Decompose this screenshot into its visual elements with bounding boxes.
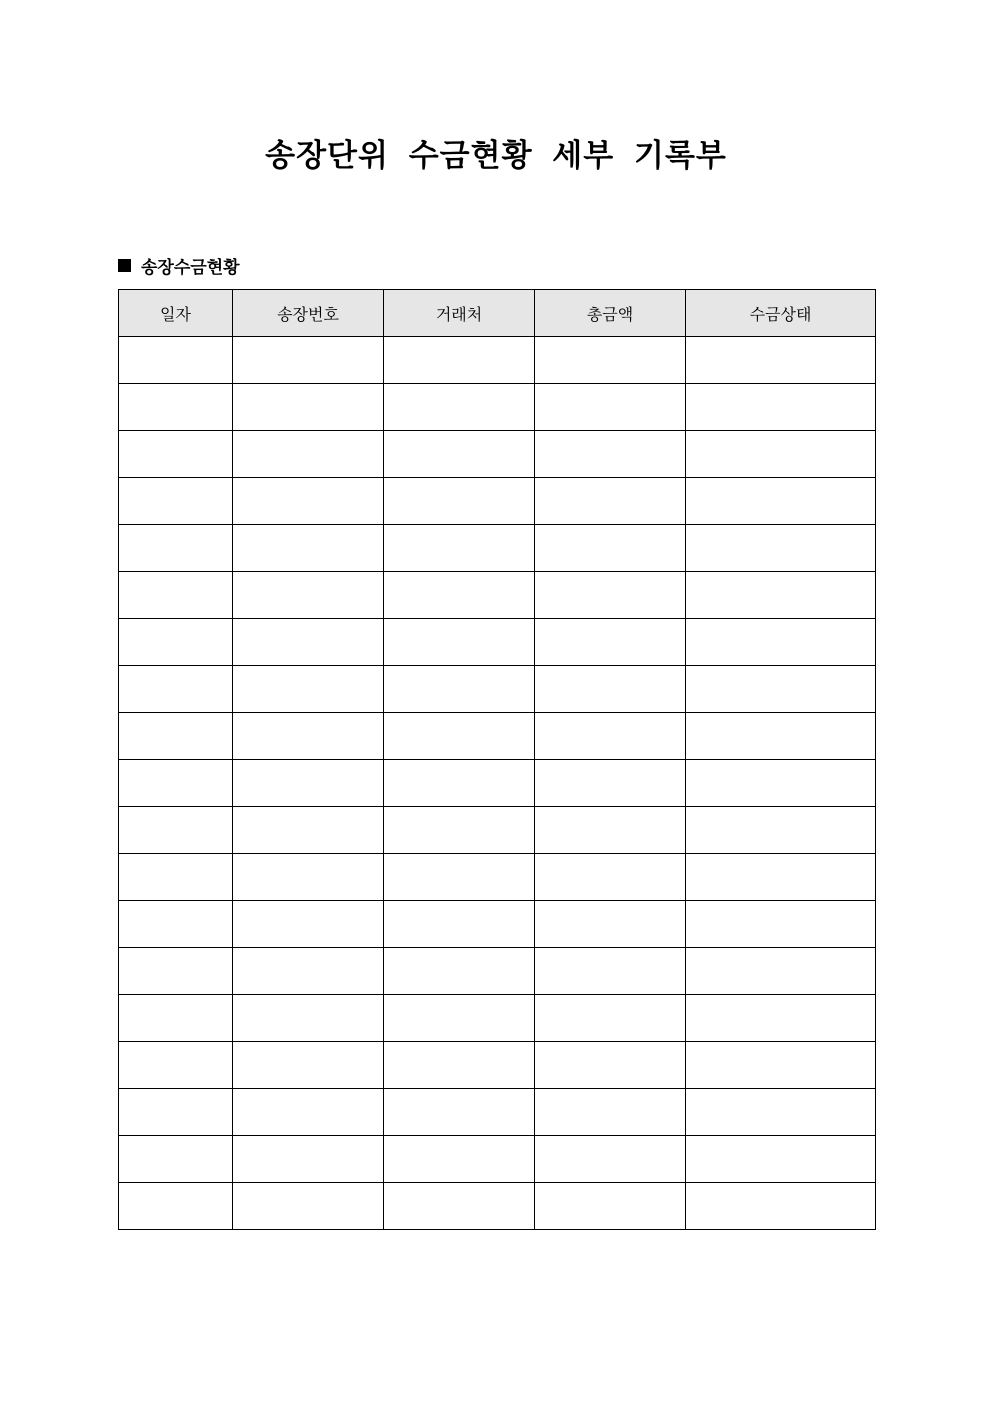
cell-total-amount[interactable]	[535, 1042, 686, 1089]
table-row	[119, 1183, 876, 1230]
cell-collection-status[interactable]	[686, 431, 876, 478]
cell-total-amount[interactable]	[535, 995, 686, 1042]
cell-collection-status[interactable]	[686, 760, 876, 807]
cell-client[interactable]	[384, 807, 535, 854]
cell-invoice-number[interactable]	[233, 760, 384, 807]
table-row	[119, 1136, 876, 1183]
cell-collection-status[interactable]	[686, 807, 876, 854]
collection-ledger-table	[118, 289, 876, 1230]
cell-collection-status[interactable]	[686, 478, 876, 525]
cell-total-amount[interactable]	[535, 1183, 686, 1230]
cell-date[interactable]	[119, 431, 233, 478]
cell-collection-status[interactable]	[686, 713, 876, 760]
column-header-total-amount: 총금액	[535, 290, 686, 337]
cell-invoice-number[interactable]	[233, 619, 384, 666]
cell-client[interactable]	[384, 948, 535, 995]
cell-date[interactable]	[119, 948, 233, 995]
cell-client[interactable]	[384, 1042, 535, 1089]
cell-date[interactable]	[119, 995, 233, 1042]
cell-date[interactable]	[119, 1089, 233, 1136]
cell-date[interactable]	[119, 384, 233, 431]
cell-date[interactable]	[119, 666, 233, 713]
cell-invoice-number[interactable]	[233, 666, 384, 713]
table-row	[119, 572, 876, 619]
cell-client[interactable]	[384, 1136, 535, 1183]
cell-total-amount[interactable]	[535, 572, 686, 619]
table-row	[119, 1042, 876, 1089]
cell-invoice-number[interactable]	[233, 1183, 384, 1230]
cell-collection-status[interactable]	[686, 619, 876, 666]
cell-client[interactable]	[384, 995, 535, 1042]
column-header-collection-status: 수금상태	[686, 290, 876, 337]
table-row	[119, 854, 876, 901]
table-row	[119, 1089, 876, 1136]
cell-invoice-number[interactable]	[233, 1042, 384, 1089]
cell-invoice-number[interactable]	[233, 854, 384, 901]
table-row	[119, 619, 876, 666]
cell-invoice-number[interactable]	[233, 572, 384, 619]
cell-collection-status[interactable]	[686, 666, 876, 713]
cell-invoice-number[interactable]	[233, 1089, 384, 1136]
cell-client[interactable]	[384, 384, 535, 431]
cell-date[interactable]	[119, 1136, 233, 1183]
cell-collection-status[interactable]	[686, 572, 876, 619]
cell-date[interactable]	[119, 901, 233, 948]
cell-client[interactable]	[384, 478, 535, 525]
cell-collection-status[interactable]	[686, 384, 876, 431]
table-header-row	[119, 290, 876, 337]
cell-invoice-number[interactable]	[233, 995, 384, 1042]
cell-client[interactable]	[384, 619, 535, 666]
table-row	[119, 901, 876, 948]
table-row	[119, 948, 876, 995]
table-row	[119, 666, 876, 713]
cell-invoice-number[interactable]	[233, 431, 384, 478]
cell-invoice-number[interactable]	[233, 713, 384, 760]
cell-date[interactable]	[119, 713, 233, 760]
cell-total-amount[interactable]	[535, 948, 686, 995]
cell-client[interactable]	[384, 854, 535, 901]
table-row	[119, 337, 876, 384]
table-row	[119, 995, 876, 1042]
cell-client[interactable]	[384, 713, 535, 760]
cell-collection-status[interactable]	[686, 995, 876, 1042]
cell-date[interactable]	[119, 760, 233, 807]
column-header-invoice-number: 송장번호	[233, 290, 384, 337]
cell-invoice-number[interactable]	[233, 337, 384, 384]
cell-total-amount[interactable]	[535, 431, 686, 478]
cell-total-amount[interactable]	[535, 1136, 686, 1183]
cell-total-amount[interactable]	[535, 901, 686, 948]
cell-client[interactable]	[384, 572, 535, 619]
cell-collection-status[interactable]	[686, 854, 876, 901]
cell-invoice-number[interactable]	[233, 948, 384, 995]
cell-date[interactable]	[119, 1183, 233, 1230]
cell-total-amount[interactable]	[535, 478, 686, 525]
cell-invoice-number[interactable]	[233, 525, 384, 572]
cell-invoice-number[interactable]	[233, 478, 384, 525]
cell-total-amount[interactable]	[535, 807, 686, 854]
cell-collection-status[interactable]	[686, 948, 876, 995]
table-row	[119, 760, 876, 807]
cell-collection-status[interactable]	[686, 1183, 876, 1230]
cell-client[interactable]	[384, 760, 535, 807]
cell-client[interactable]	[384, 431, 535, 478]
cell-client[interactable]	[384, 901, 535, 948]
document-title: 송장단위 수금현황 세부 기록부	[265, 138, 727, 174]
table-row	[119, 525, 876, 572]
cell-client[interactable]	[384, 1183, 535, 1230]
cell-collection-status[interactable]	[686, 901, 876, 948]
table-row	[119, 431, 876, 478]
cell-collection-status[interactable]	[686, 1136, 876, 1183]
cell-total-amount[interactable]	[535, 525, 686, 572]
cell-total-amount[interactable]	[535, 1089, 686, 1136]
cell-client[interactable]	[384, 337, 535, 384]
cell-total-amount[interactable]	[535, 666, 686, 713]
column-header-client: 거래처	[384, 290, 535, 337]
section-heading-label: 송장수금현황	[141, 257, 240, 278]
cell-invoice-number[interactable]	[233, 1136, 384, 1183]
black-square-icon	[118, 259, 131, 272]
column-header-date: 일자	[119, 290, 233, 337]
table-row	[119, 384, 876, 431]
cell-total-amount[interactable]	[535, 760, 686, 807]
cell-total-amount[interactable]	[535, 619, 686, 666]
cell-date[interactable]	[119, 572, 233, 619]
cell-total-amount[interactable]	[535, 713, 686, 760]
table-row	[119, 807, 876, 854]
section-heading	[118, 252, 240, 278]
cell-client[interactable]	[384, 1089, 535, 1136]
cell-client[interactable]	[384, 525, 535, 572]
cell-date[interactable]	[119, 619, 233, 666]
cell-date[interactable]	[119, 525, 233, 572]
cell-date[interactable]	[119, 854, 233, 901]
cell-collection-status[interactable]	[686, 1042, 876, 1089]
cell-date[interactable]	[119, 1042, 233, 1089]
cell-date[interactable]	[119, 807, 233, 854]
cell-collection-status[interactable]	[686, 1089, 876, 1136]
cell-date[interactable]	[119, 478, 233, 525]
cell-invoice-number[interactable]	[233, 384, 384, 431]
table-body	[119, 337, 876, 1230]
cell-total-amount[interactable]	[535, 384, 686, 431]
cell-invoice-number[interactable]	[233, 901, 384, 948]
cell-total-amount[interactable]	[535, 854, 686, 901]
cell-invoice-number[interactable]	[233, 807, 384, 854]
cell-collection-status[interactable]	[686, 337, 876, 384]
cell-collection-status[interactable]	[686, 525, 876, 572]
table-row	[119, 713, 876, 760]
cell-client[interactable]	[384, 666, 535, 713]
cell-total-amount[interactable]	[535, 337, 686, 384]
table-row	[119, 478, 876, 525]
cell-date[interactable]	[119, 337, 233, 384]
